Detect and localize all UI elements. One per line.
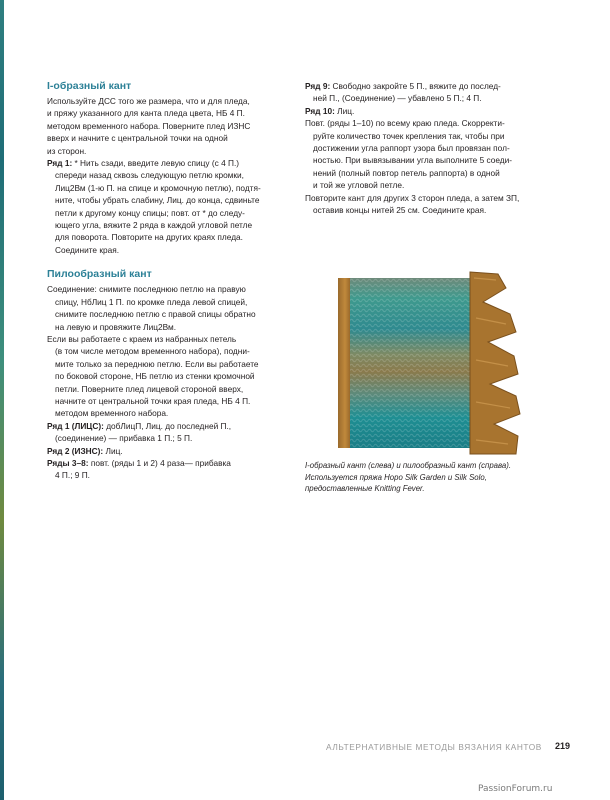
sawtooth-cast-line: мите только за переднюю петлю. Если вы работаете (55, 358, 259, 369)
row-label: Ряд 9: (305, 81, 331, 91)
sawtooth-cast-line: петли. Поверните плед лицевой стороной вверх, (55, 383, 244, 394)
i-cord-intro-line: и пряжу указанного для канта пледа цвета, НБ 4 П. (47, 108, 245, 119)
i-cord-intro-line: вверх и начните с центральной точки на одной (47, 133, 228, 144)
sawtooth-join-line: на левую и провяжите Лиц2Вм. (55, 321, 177, 332)
i-cord-row1-line: ните, чтобы убрать слабину, Лиц. до конца, сдвиньте (55, 195, 260, 206)
watermark: PassionForum.ru (478, 784, 553, 794)
row-label: Ряд 1 (ЛИЦС): (47, 420, 104, 431)
row-label: Ряд 2 (ИЗНС): (47, 445, 104, 456)
sawtooth-join-line: Соединение: снимите последнюю петлю на правую (47, 284, 246, 295)
i-cord-row1-line: Соедините края. (55, 244, 120, 255)
sawtooth-heading: Пилообразный кант (47, 268, 152, 281)
row10-line (305, 105, 545, 117)
row-label: Ряд 10: (305, 105, 335, 116)
final-line: оставив концы нитей 25 см. Соедините края. (313, 205, 487, 216)
sawtooth-cast-line: Если вы работаете с краем из набранных петель (47, 333, 237, 344)
sawtooth-join-line: спицу, НбЛиц 1 П. по кромке пледа левой спицей, (55, 296, 248, 307)
sawtooth-cast-line: по боковой стороне, НБ петлю из стенки кромочной (55, 371, 255, 382)
photo-caption (305, 460, 555, 495)
row-label: Ряды 3–8: (47, 457, 89, 468)
i-cord-row1-line: петли к другому концу спицы; повт. от * до следу- (55, 207, 245, 218)
row-text: повт. (ряды 1 и 2) 4 раза— прибавка (88, 457, 231, 468)
i-cord-intro-line: методом временного набора. Поверните плед ИЗНС (47, 120, 251, 131)
row-text: Лиц. (334, 105, 355, 116)
right-column (305, 80, 545, 216)
row-text: Лиц. (103, 445, 123, 456)
i-cord-row1-line (47, 157, 287, 169)
sawtooth-row38-line (47, 457, 287, 469)
repeat-line: нений (полный повтор петель раппорта) в одной (313, 167, 500, 178)
sawtooth-row38-line: 4 П.; 9 П. (55, 470, 90, 481)
final-line: Повторите кант для других 3 сторон пледа, а затем ЗП, (305, 192, 520, 203)
page-number: 219 (555, 741, 571, 751)
caption-line: I-образный кант (слева) и пилообразный кант (справа). (305, 461, 512, 470)
i-cord-intro-line: из сторон. (47, 145, 87, 156)
footer-section-title: АЛЬТЕРНАТИВНЫЕ МЕТОДЫ ВЯЗАНИЯ КАНТОВ (326, 742, 542, 752)
repeat-line: ностью. При вывязывании угла выполните 5 соеди- (313, 155, 513, 166)
knit-texture (350, 278, 472, 448)
i-cord-heading: I-образный кант (47, 80, 132, 92)
sawtooth-cast-line: (в том числе методом временного набора), подни- (55, 346, 250, 357)
sawtooth-cast-line: начните от центральной точки края пледа, НБ 4 П. (55, 395, 251, 406)
sawtooth-cast-line: методом временного набора. (55, 408, 169, 419)
caption-line: предоставленные Knitting Fever. (305, 484, 425, 493)
i-cord-row1-line: Лиц2Вм (1-ю П. на спице и кромочную петлю), подтя- (55, 182, 261, 193)
i-cord-intro-line: Используйте ДСС того же размера, что и для пледа, (47, 96, 250, 106)
sawtooth-row1-line: (соединение) — прибавка 1 П.; 5 П. (55, 433, 193, 444)
i-cord-row1-line: спереди назад сквозь следующую петлю кромки, (55, 170, 244, 181)
i-cord-edge (338, 278, 352, 448)
i-cord-row1-line: для поворота. Повторите на других краях пледа. (55, 232, 243, 243)
i-cord-row1-line: ющего угла, вяжите 2 ряда в каждой угловой петле (55, 220, 253, 231)
sawtooth-join-line: снимите последнюю петлю с правой спицы обратно (55, 309, 256, 320)
row-text: Свободно закройте 5 П., вяжите до послед- (330, 81, 501, 91)
repeat-line: Повт. (ряды 1–10) по всему краю пледа. Скорректи- (305, 118, 505, 129)
row-text: добЛицП, Лиц. до последней П., (103, 420, 232, 431)
row-text: * Нить сзади, введите левую спицу (с 4 П.) (72, 158, 240, 169)
caption-line: Используется пряжа Hopo Silk Garden и Silk Solo, (305, 472, 487, 482)
decorative-side-strip (0, 0, 4, 800)
row-label: Ряд 1: (47, 158, 73, 169)
row9-line: ней П., (Соединение) — убавлено 5 П.; 4 П. (313, 93, 482, 104)
sawtooth-row2-line (47, 445, 287, 457)
row9-line (305, 80, 545, 92)
knitted-swatch-photo (338, 268, 524, 458)
left-column (47, 80, 287, 482)
sawtooth-row1-line (47, 420, 287, 432)
repeat-line: достижении угла раппорт узора был провязан пол- (313, 143, 510, 154)
repeat-line: руйте количество точек крепления так, чтобы при (313, 130, 505, 141)
repeat-line: и той же угловой петле. (313, 180, 405, 191)
